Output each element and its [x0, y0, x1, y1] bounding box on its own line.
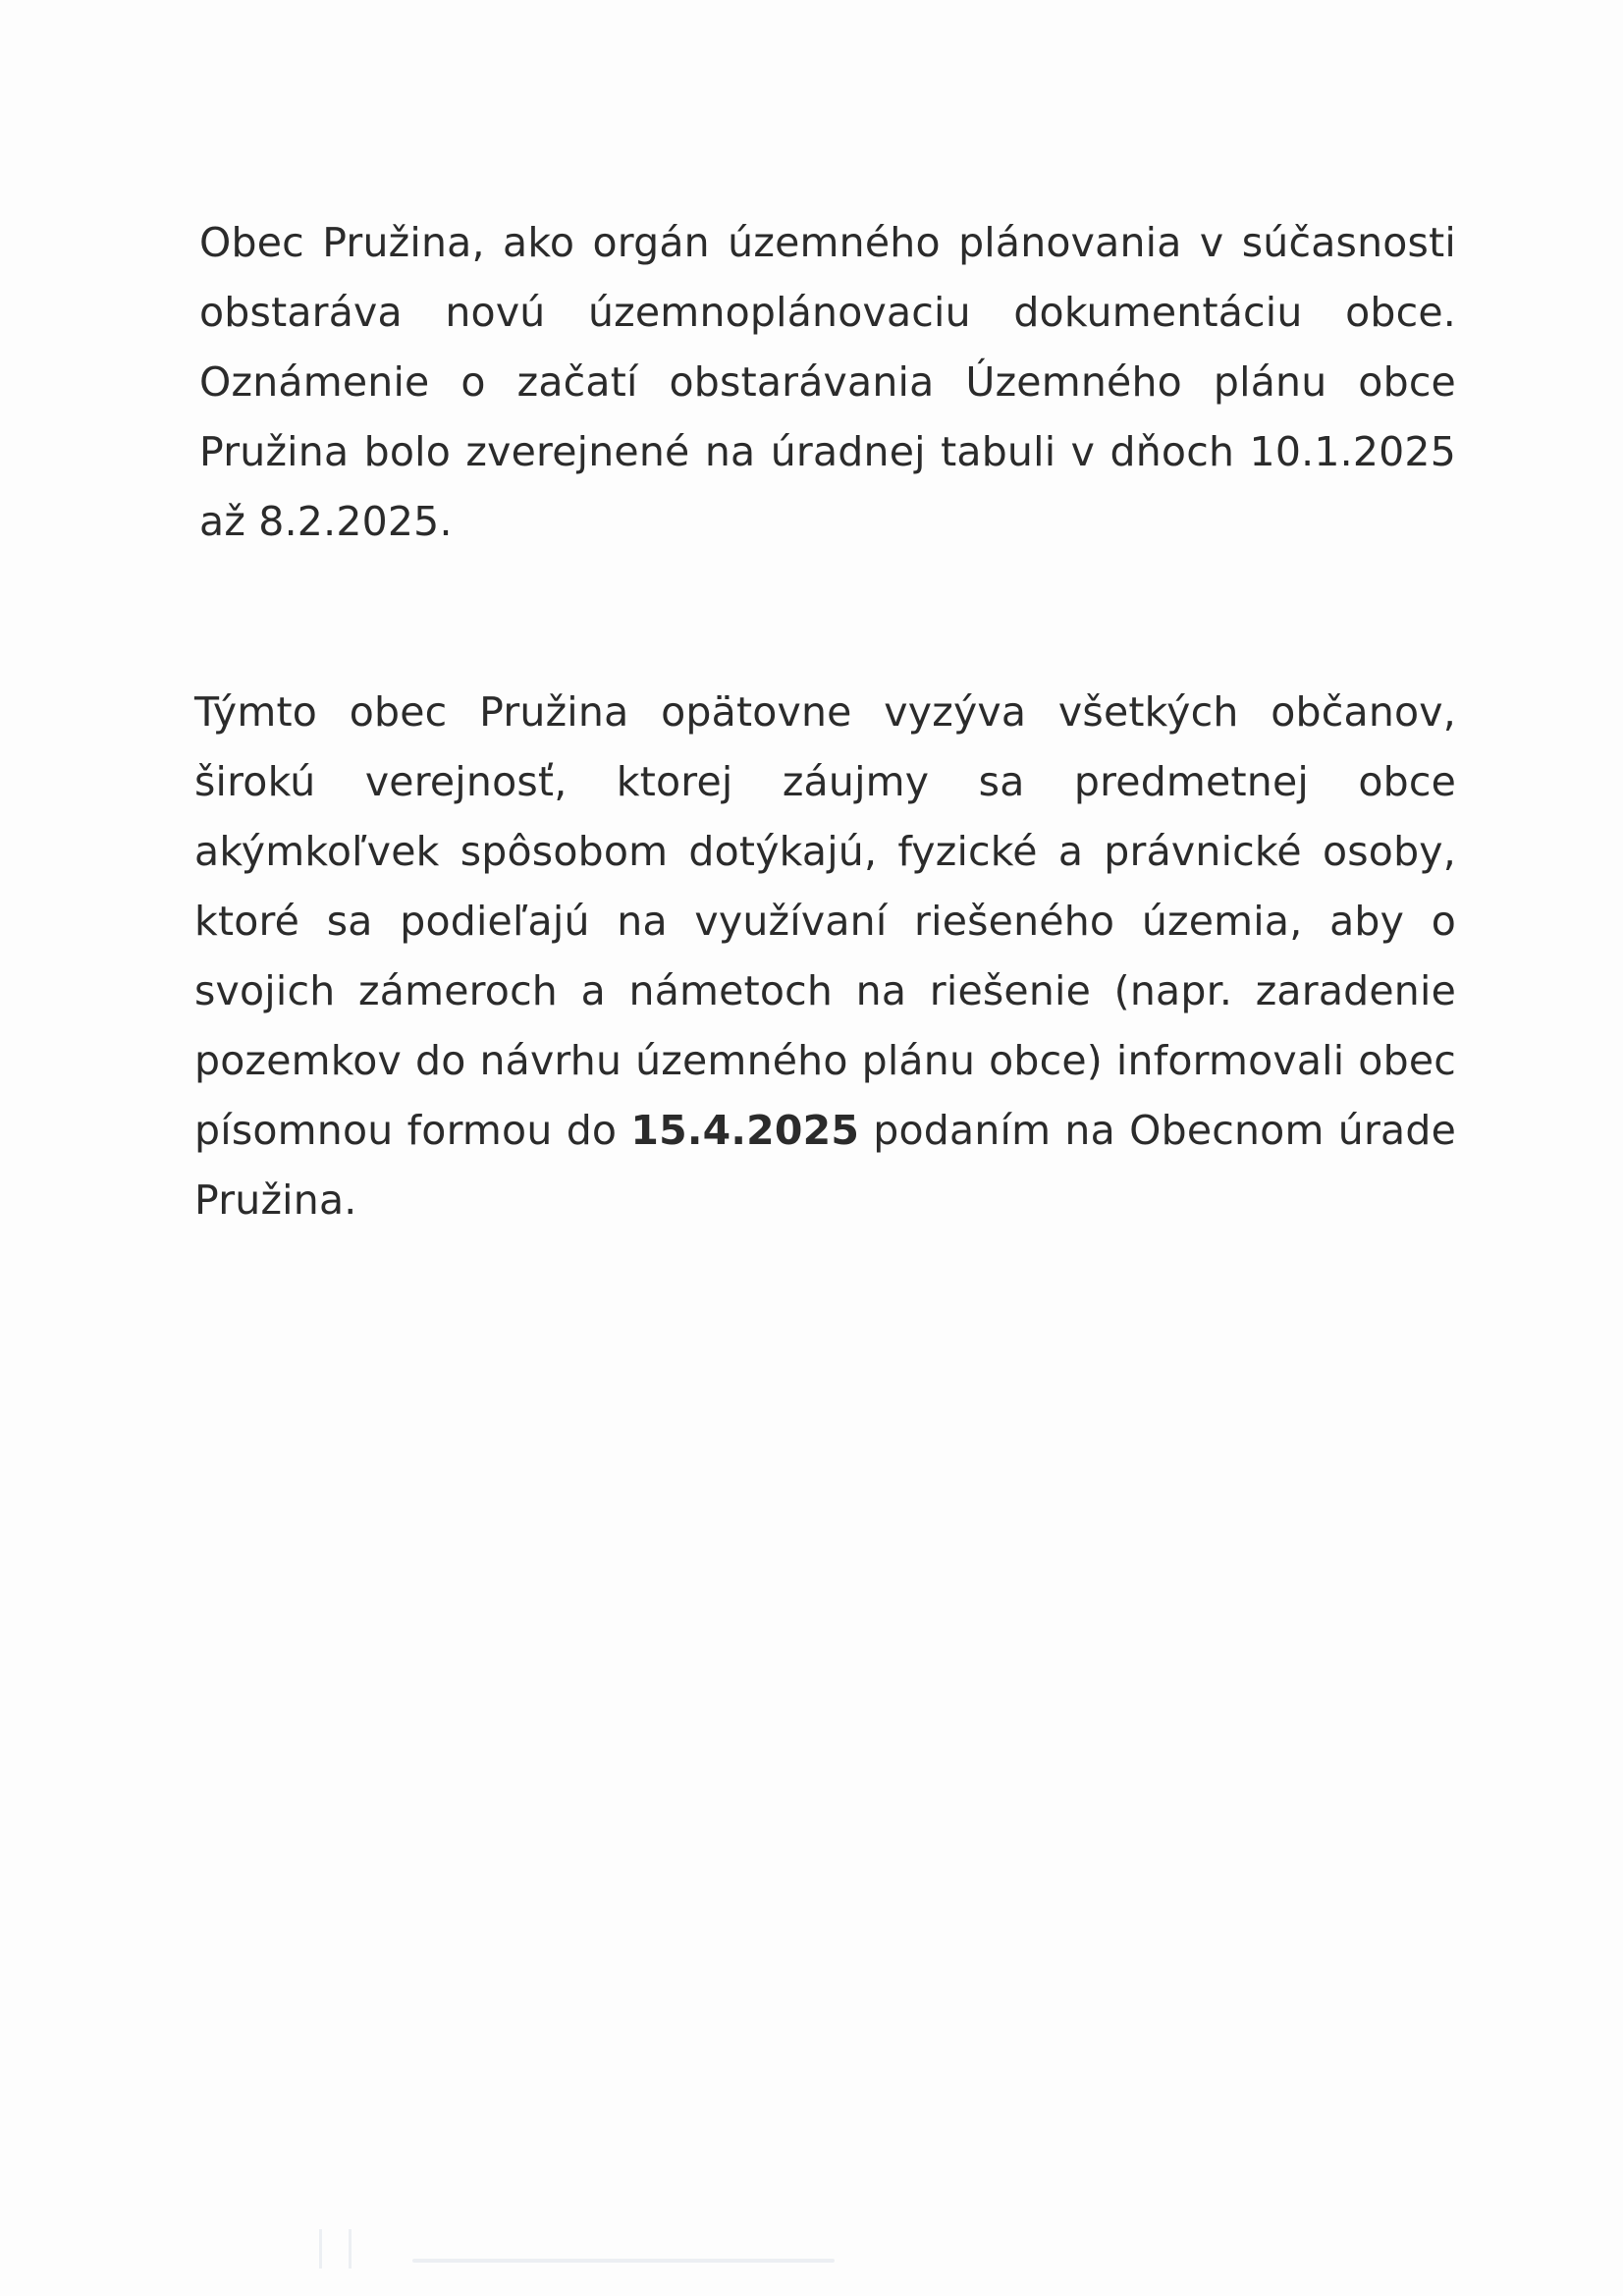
- paragraph-announcement: Obec Pružina, ako orgán územného plánovania v súčasnosti obstaráva novú územnoplánovaciu dokumentáciu obce. Oznámenie o začatí obstarávania Územného plánu obce Pružina bolo zverejnené na úradnej tabuli v dňoch 10.1.2025 až 8.2.2025.: [199, 219, 1456, 545]
- deadline-date: 15.4.2025: [630, 1107, 860, 1154]
- scan-artifact: [349, 2229, 352, 2269]
- scan-artifact: [412, 2259, 835, 2263]
- paragraph-call-to-public: [194, 678, 1456, 1235]
- call-text-before: Týmto obec Pružina opätovne vyzýva všetkých občanov, širokú verejnosť, ktorej záujmy sa predmetnej obce akýmkoľvek spôsobom dotýkajú, fyzické a právnické osoby, ktoré sa podieľajú na využívaní riešeného územia, aby o svojich zámeroch a námetoch na riešenie (napr. zaradenie pozemkov do návrhu územného plánu obce) informovali obec písomnou formou do: [194, 688, 1456, 1154]
- call-text-after: podaním na Obecnom úrade Pružina.: [194, 1107, 1456, 1224]
- scan-artifact: [319, 2229, 322, 2269]
